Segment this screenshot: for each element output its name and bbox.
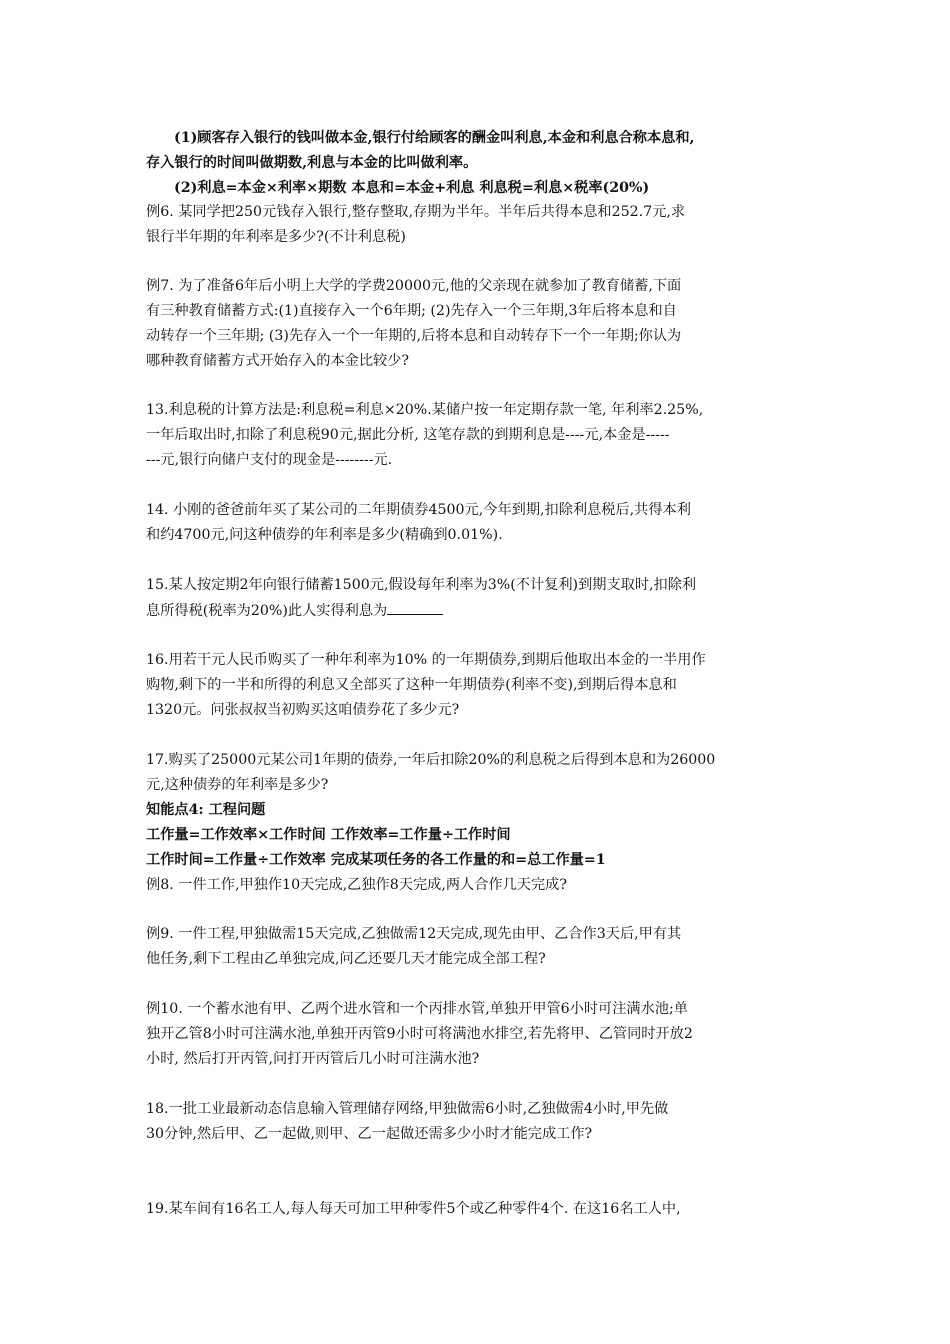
problem-15-line-1: 15.某人按定期2年向银行储蓄1500元,假设每年利率为3%(不计复利)到期支取时,扣除利 — [146, 577, 697, 593]
problem-17-line-2: 元,这种债券的年利率是多少? — [146, 777, 329, 793]
problem-19-line-1: 19.某车间有16名工人,每人每天可加工甲种零件5个或乙种零件4个. 在这16名工人中, — [146, 1201, 681, 1217]
problem-15-line-2 — [146, 600, 810, 621]
problem-16-line-2: 购物,剩下的一半和所得的利息又全部买了这种一年期债券(利率不变),到期后得本息和 — [146, 677, 677, 693]
work-formula-line-1: 工作量=工作效率×工作时间 工作效率=工作量÷工作时间 — [146, 827, 511, 843]
problem-15-text: 息所得税(税率为20%)此人实得利息为 — [146, 603, 388, 619]
example-7-line-1: 例7. 为了准备6年后小明上大学的学费20000元,他的父亲现在就参加了教育储蓄,下面 — [146, 278, 682, 294]
definition-line-2: 存入银行的时间叫做期数,利息与本金的比叫做利率。 — [146, 155, 478, 171]
example-6-line-2: 银行半年期的年利率是多少?(不计利息税) — [146, 229, 406, 245]
problem-16-line-3: 1320元。问张叔叔当初购买这咱债券花了多少元? — [146, 702, 460, 718]
example-7-line-3: 动转存一个三年期; (3)先存入一个一年期的,后将本息和自动转存下一个一年期;你认为 — [146, 328, 682, 344]
example-6-line-1: 例6. 某同学把250元钱存入银行,整存整取,存期为半年。半年后共得本息和252.7元,求 — [146, 204, 686, 220]
problem-14-line-1: 14. 小刚的爸爸前年买了某公司的二年期债券4500元,今年到期,扣除利息税后,共得本利 — [146, 502, 691, 518]
problem-14-line-2: 和约4700元,问这种债券的年利率是多少(精确到0.01%). — [146, 527, 503, 543]
work-formula-line-2: 工作时间=工作量÷工作效率 完成某项任务的各工作量的和=总工作量=1 — [146, 852, 606, 868]
example-7-line-2: 有三种教育储蓄方式:(1)直接存入一个6年期; (2)先存入一个三年期,3年后将本息和自 — [146, 303, 677, 319]
answer-blank — [387, 600, 443, 615]
example-10-line-3: 小时, 然后打开丙管,问打开丙管后几小时可注满水池? — [146, 1051, 480, 1067]
problem-18-line-2: 30分钟,然后甲、乙一起做,则甲、乙一起做还需多少小时才能完成工作? — [146, 1126, 593, 1142]
definition-line-1: (1)顾客存入银行的钱叫做本金,银行付给顾客的酬金叫利息,本金和利息合称本息和, — [174, 130, 695, 146]
section-heading: 知能点4: 工程问题 — [146, 802, 266, 818]
example-10-line-2: 独开乙管8小时可注满水池,单独开丙管9小时可将满池水排空,若先将甲、乙管同时开放2 — [146, 1026, 693, 1042]
problem-17-line-1: 17.购买了25000元某公司1年期的债券,一年后扣除20%的利息税之后得到本息和为26000 — [146, 752, 716, 768]
problem-13-line-2: 一年后取出时,扣除了利息税90元,据此分析, 这笔存款的到期利息是----元,本金是----- — [146, 427, 670, 443]
problem-18-line-1: 18.一批工业最新动态信息输入管理储存网络,甲独做需6小时,乙独做需4小时,甲先做 — [146, 1101, 669, 1117]
example-8-line-1: 例8. 一件工作,甲独作10天完成,乙独作8天完成,两人合作几天完成? — [146, 877, 567, 893]
example-7-line-4: 哪种教育储蓄方式开始存入的本金比较少? — [146, 353, 409, 369]
problem-13-line-3: ---元,银行向储户支付的现金是--------元. — [146, 452, 393, 468]
example-9-line-2: 他任务,剩下工程由乙单独完成,问乙还要几天才能完成全部工程? — [146, 951, 546, 967]
formula-line: (2)利息=本金×利率×期数 本息和=本金+利息 利息税=利息×税率(20%) — [174, 180, 650, 196]
example-10-line-1: 例10. 一个蓄水池有甲、乙两个进水管和一个丙排水管,单独开甲管6小时可注满水池;单 — [146, 1001, 688, 1017]
example-9-line-1: 例9. 一件工程,甲独做需15天完成,乙独做需12天完成,现先由甲、乙合作3天后,甲有其 — [146, 926, 682, 942]
problem-16-line-1: 16.用若干元人民币购买了一种年利率为10% 的一年期债券,到期后他取出本金的一半用作 — [146, 652, 706, 668]
problem-13-line-1: 13.利息税的计算方法是:利息税=利息×20%.某储户按一年定期存款一笔, 年利率2.25%, — [146, 402, 704, 418]
